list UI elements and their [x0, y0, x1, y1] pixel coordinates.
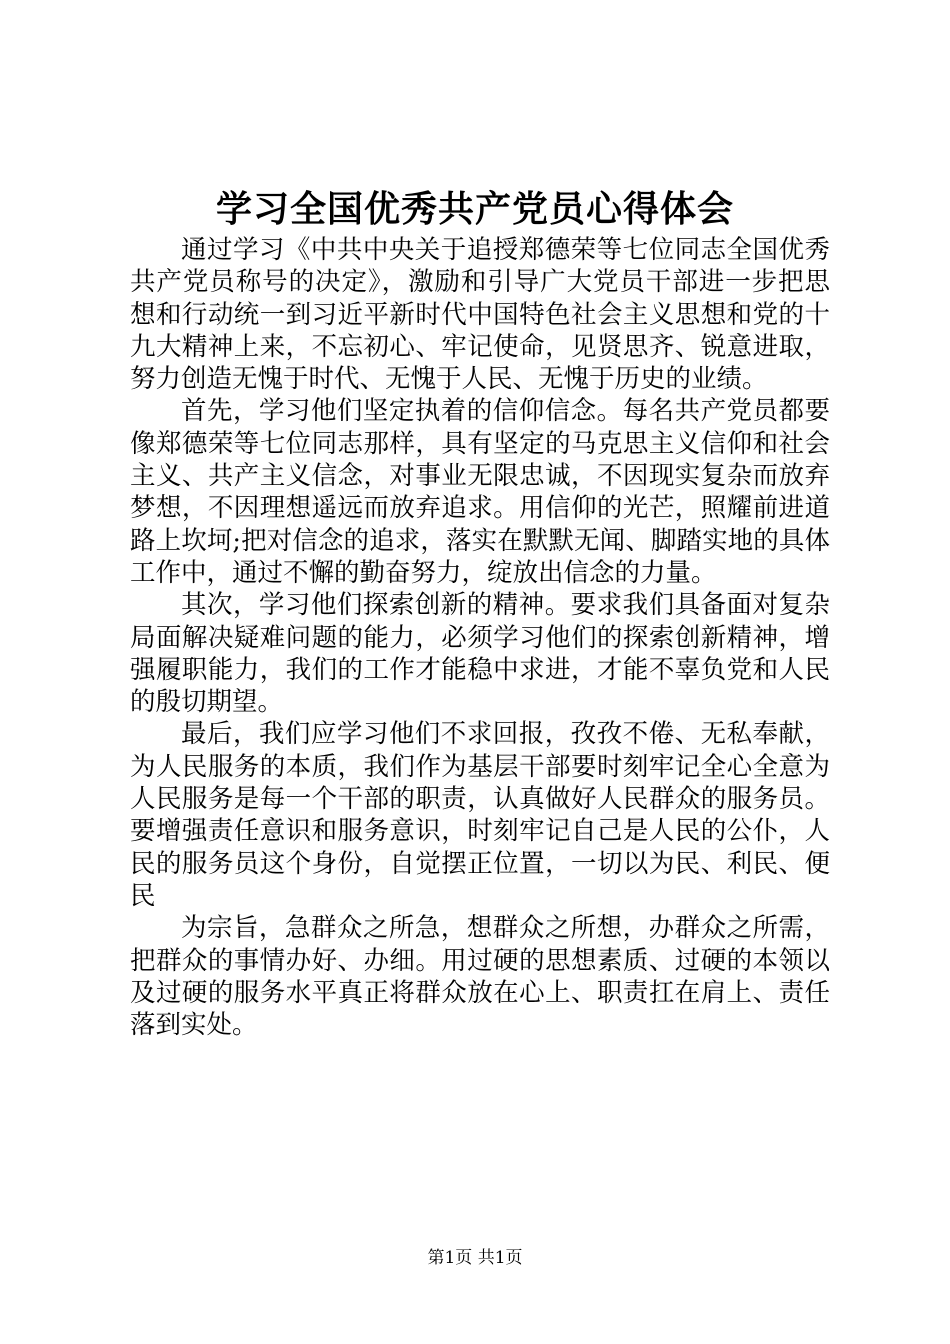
paragraph-last: 最后，我们应学习他们不求回报，孜孜不倦、无私奉献，为人民服务的本质，我们作为基层干部要时刻牢记全心全意为人民服务是每一个干部的职责，认真做好人民群众的服务员。要增强责任意识和服务意识，时刻牢记自己是人民的公仆，人民的服务员这个身份，自觉摆正位置，一切以为民、利民、便民: [130, 719, 830, 911]
document-body: [130, 234, 830, 1041]
paragraph-intro: 通过学习《中共中央关于追授郑德荣等七位同志全国优秀共产党员称号的决定》，激励和引导广大党员干部进一步把思想和行动统一到习近平新时代中国特色社会主义思想和党的十九大精神上来，不忘初心、牢记使命，见贤思齐、锐意进取，努力创造无愧于时代、无愧于人民、无愧于历史的业绩。: [130, 235, 830, 395]
document-title: 学习全国优秀共产党员心得体会: [215, 188, 734, 230]
page-footer: 第1页 共1页: [427, 1248, 523, 1268]
paragraph-second: 其次，学习他们探索创新的精神。要求我们具备面对复杂局面解决疑难问题的能力，必须学习他们的探索创新精神，增强履职能力，我们的工作才能稳中求进，才能不辜负党和人民的殷切期望。: [130, 590, 830, 718]
paragraph-first: 首先，学习他们坚定执着的信仰信念。每名共产党员都要像郑德荣等七位同志那样，具有坚定的马克思主义信仰和社会主义、共产主义信念，对事业无限忠诚，不因现实复杂而放弃梦想，不因理想遥远而放弃追求。用信仰的光芒，照耀前进道路上坎坷;把对信念的追求，落实在默默无闻、脚踏实地的具体工作中，通过不懈的勤奋努力，绽放出信念的力量。: [130, 396, 830, 588]
paragraph-continuation: 为宗旨，急群众之所急，想群众之所想，办群众之所需，把群众的事情办好、办细。用过硬的思想素质、过硬的本领以及过硬的服务水平真正将群众放在心上、职责扛在肩上、责任落到实处。: [130, 913, 830, 1041]
